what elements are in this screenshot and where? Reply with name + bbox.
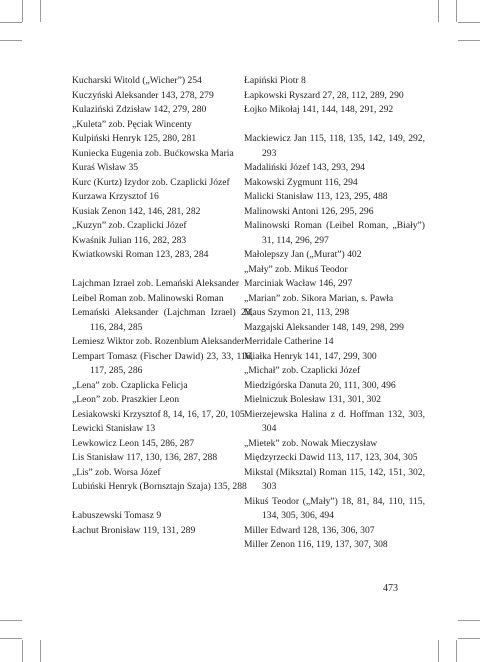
index-entry: „Marian” zob. Sikora Marian, s. Pawła — [244, 292, 394, 304]
index-entry: Maus Szymon 21, 113, 298 — [244, 307, 350, 318]
index-entry: Mikstal (Miksztal) Roman 115, 142, 151, 302, 303 — [244, 466, 425, 492]
crop-mark — [0, 22, 22, 23]
index-entry: Kwiatkowski Roman 123, 283, 284 — [72, 249, 209, 260]
index-entry: Lis Stanisław 117, 130, 136, 287, 288 — [72, 452, 218, 463]
index-entry: Mackiewicz Jan 115, 118, 135, 142, 149, 292, 293 — [244, 133, 425, 159]
group-spacer — [72, 263, 253, 278]
index-entry: Łachut Bronisław 119, 131, 289 — [72, 524, 196, 536]
index-entry: Lesiakowski Krzysztof 8, 14, 16, 17, 20, 105 — [72, 408, 245, 420]
index-entry: Merridale Catherine 14 — [244, 336, 334, 347]
index-entry: Kwaśnik Julian 116, 282, 283 — [72, 234, 187, 246]
index-entry: Łapkowski Ryszard 27, 28, 112, 289, 290 — [244, 89, 404, 101]
index-entry: Międzyrzecki Dawid 113, 117, 123, 304, 305 — [244, 452, 418, 463]
group-spacer — [244, 118, 425, 133]
crop-mark — [40, 0, 41, 22]
crop-mark — [438, 0, 439, 22]
index-entry: Lempart Tomasz (Fischer Dawid) 23, 33, 116, 117, 285, 286 — [72, 350, 253, 376]
index-entry: Mierzejewska Halina z d. Hoffman 132, 303, 304 — [244, 408, 425, 434]
index-entry: Mielniczuk Bolesław 131, 301, 302 — [244, 394, 381, 405]
index-entry: Łabuszewski Tomasz 9 — [72, 510, 162, 521]
index-entry: Miller Zenon 116, 119, 137, 307, 308 — [244, 539, 388, 550]
page-number: 473 — [383, 583, 398, 594]
crop-mark — [458, 638, 480, 639]
index-entry: Lajchman Izrael zob. Lemański Aleksander — [72, 278, 240, 289]
index-entry: Makowski Zygmunt 116, 294 — [244, 176, 358, 188]
index-entry: Lewicki Stanisław 13 — [72, 423, 156, 434]
index-entry: „Mały” zob. Mikuś Teodor — [244, 263, 348, 275]
crop-mark — [22, 640, 23, 662]
index-entry: Miller Edward 128, 136, 306, 307 — [244, 524, 375, 536]
index-entry: Lemiesz Wiktor zob. Rozenblum Aleksander — [72, 336, 245, 347]
index-entry: Lubiński Henryk (Bornsztajn Szaja) 135, 288 — [72, 481, 247, 492]
index-entry: Łojko Mikołaj 141, 144, 148, 291, 292 — [244, 104, 394, 115]
index-entry: Kurzawa Krzysztof 16 — [72, 191, 159, 202]
crop-mark — [456, 640, 457, 662]
index-entry: „Mietek” zob. Nowak Mieczysław — [244, 437, 378, 449]
index-entry: Malicki Stanisław 113, 123, 295, 488 — [244, 191, 388, 202]
crop-mark — [0, 620, 22, 621]
crop-mark — [458, 40, 480, 41]
index-entry: Mikuś Teodor („Mały”) 18, 81, 84, 110, 115, 134, 305, 306, 494 — [244, 495, 425, 521]
index-entry: Kusiak Zenon 142, 146, 281, 282 — [72, 205, 201, 217]
index-entry: Kucharski Witold („Wicher”) 254 — [72, 75, 202, 86]
index-entry: Miałka Henryk 141, 147, 299, 300 — [244, 350, 377, 362]
index-entry: Leibel Roman zob. Malinowski Roman — [72, 292, 224, 304]
index-column-right — [244, 74, 425, 553]
index-entry: Malinowski Antoni 126, 295, 296 — [244, 205, 374, 217]
index-entry: „Michał” zob. Czaplicki Józef — [244, 365, 361, 376]
crop-mark — [438, 640, 439, 662]
index-entry: Kurc (Kurtz) Izydor zob. Czaplicki Józef — [72, 176, 230, 188]
index-entry: Lemański Aleksander (Lajchman Izrael) 23, 116, 284, 285 — [72, 307, 253, 333]
index-entry: Kuniecka Eugenia zob. Bućkowska Maria — [72, 147, 234, 159]
index-entry: Kuczyński Aleksander 143, 278, 279 — [72, 89, 214, 101]
index-entry: „Kuleta” zob. Pęciak Wincenty — [72, 118, 192, 130]
index-entry: Łapiński Piotr 8 — [244, 75, 306, 86]
crop-mark — [456, 0, 457, 22]
index-column-left — [72, 74, 253, 538]
crop-mark — [458, 22, 480, 23]
index-entry: Kulaziński Zdzisław 142, 279, 280 — [72, 104, 207, 115]
crop-mark — [22, 0, 23, 22]
index-entry: Kulpiński Henryk 125, 280, 281 — [72, 133, 197, 144]
index-entry: „Lena” zob. Czaplicka Felicja — [72, 379, 188, 391]
crop-mark — [40, 640, 41, 662]
crop-mark — [0, 638, 22, 639]
index-entry: Kuraś Wisław 35 — [72, 162, 139, 173]
index-entry: Małolepszy Jan („Murat”) 402 — [244, 249, 362, 260]
index-entry: „Lis” zob. Worsa Józef — [72, 466, 161, 478]
crop-mark — [458, 620, 480, 621]
index-entry: Lewkowicz Leon 145, 286, 287 — [72, 437, 195, 449]
index-entry: Marciniak Wacław 146, 297 — [244, 278, 353, 289]
index-entry: Madaliński Józef 143, 293, 294 — [244, 162, 365, 173]
group-spacer — [72, 495, 253, 510]
index-entry: „Leon” zob. Praszkier Leon — [72, 394, 180, 405]
index-entry: Miedzigórska Danuta 20, 111, 300, 496 — [244, 379, 396, 391]
index-entry: Mazgajski Aleksander 148, 149, 298, 299 — [244, 321, 404, 333]
index-entry: Malinowski Roman (Leibel Roman, „Biały”) 31, 114, 296, 297 — [244, 220, 425, 246]
crop-mark — [0, 40, 22, 41]
index-entry: „Kuzyn” zob. Czaplicki Józef — [72, 220, 187, 231]
